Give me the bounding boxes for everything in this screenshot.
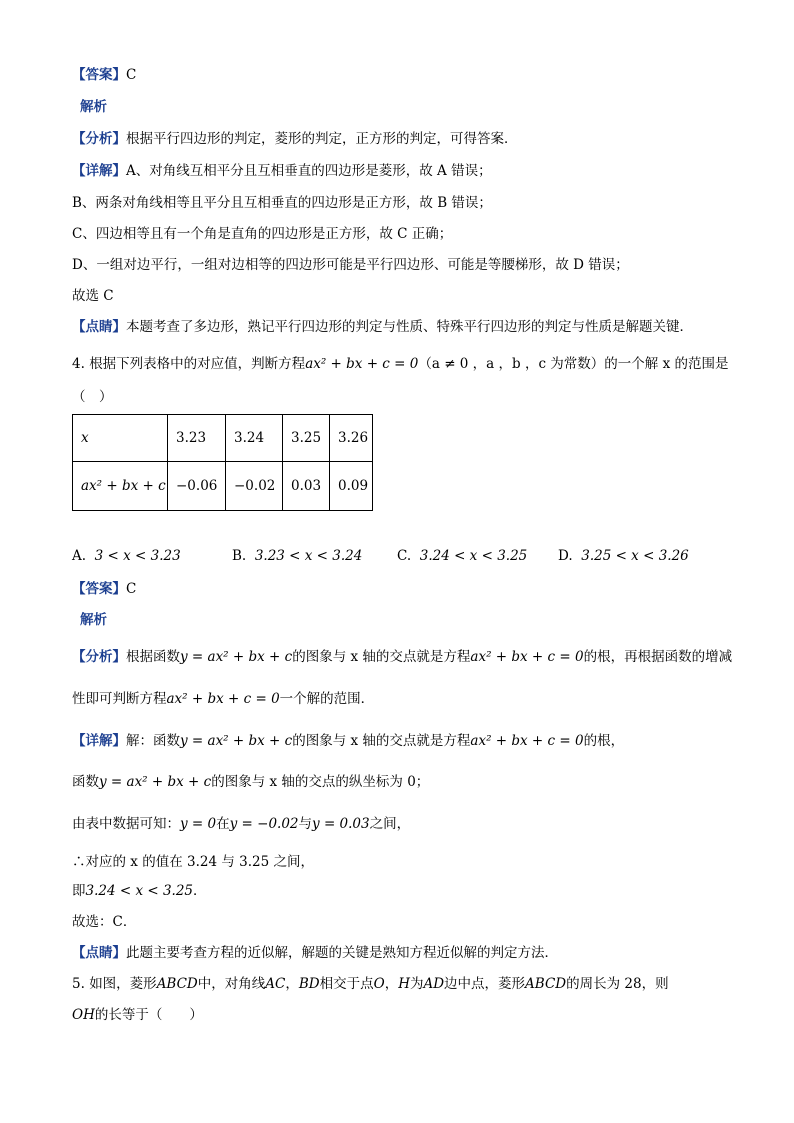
fenxi-eq-2: ax² + bx + c = 0 [470,649,584,665]
fenxi-tag: 【分析】 [72,649,126,665]
table-cell: 3.25 [283,415,330,462]
table-cell: 0.09 [330,462,373,511]
q4-stem-eq: ax² + bx + c = 0 [305,356,419,372]
q5-number: 5. [72,976,85,992]
q5-var: OH [72,1007,95,1023]
option-text: 3.23 < x < 3.24 [254,548,363,564]
q5-text: 如图，菱形 [89,976,157,992]
q5-text: 的长等于（ ） [94,1007,203,1023]
fenxi-line2-text-2: 一个解的范围． [279,691,375,707]
q5-text: 中，对角线 [197,976,266,992]
xiangjie-text-3: 的根， [583,733,625,749]
q3-line-c: C、四边相等且有一个角是直角的四边形是正方形，故 C 正确； [72,226,453,242]
option-text: 3.25 < x < 3.26 [581,548,689,564]
q5-var: BD [298,976,320,992]
table-cell: −0.06 [168,462,226,511]
q4-value-table [72,414,373,511]
option-label: C. [397,548,412,564]
answer-tag: 【答案】 [72,581,126,597]
analysis-title: 解析 [80,612,107,628]
option-label: B. [232,548,247,564]
q5-text: 为 [409,976,424,992]
xiangjie-eq-2: ax² + bx + c = 0 [470,733,584,749]
dianjing-text: 此题主要考查方程的近似解，解题的关键是熟知方程近似解的判定方法． [126,945,558,961]
q5-stem [72,975,669,993]
q5-var: ABCD [525,976,567,992]
q3-line-d: D、一组对边平行，一组对边相等的四边形可能是平行四边形、可能是等腰梯形，故 D 错误； [72,257,629,273]
option-d [558,548,689,564]
table-eq-1: y = 0 [180,816,217,832]
q3-answer-line [72,66,136,84]
table-row [73,462,373,511]
option-a [72,548,181,564]
function-text-2: 的图象与 x 轴的交点的纵坐标为 0； [211,774,430,790]
q3-choose: 故选 C [72,288,114,304]
q4-fenxi-line-2 [72,690,374,708]
fenxi-text-3: 的根，再根据函数的增减 [583,649,733,665]
q4-analysis-title [72,611,107,629]
q5-text: 的周长为 28，则 [566,976,669,992]
q4-stem [72,355,729,373]
q4-answer-line [72,580,136,598]
q5-text: 边中点，菱形 [444,976,526,992]
q4-stem-2: （a ≠ 0 ，a ，b ，c 为常数）的一个解 x 的范围是 [418,356,729,372]
xiangjie-a: A、对角线互相平分且互相垂直的四边形是菱形，故 A 错误； [126,163,492,179]
fenxi-text: 根据平行四边形的判定，菱形的判定，正方形的判定，可得答案． [126,131,518,147]
table-row [73,415,373,462]
analysis-title: 解析 [80,99,107,115]
q3-analysis-title [72,98,107,116]
q5-text: ， [285,976,299,992]
function-eq: y = ax² + bx + c [99,774,212,790]
fenxi-line2-eq: ax² + bx + c = 0 [166,691,280,707]
q5-var: AD [423,976,445,992]
ji-text-1: 即 [72,883,86,899]
q4-table-line [72,815,410,833]
ji-text-2: ． [193,883,207,899]
q5-line-2 [72,1006,203,1024]
table-eq-3: y = 0.03 [312,816,370,832]
q5-var: ABCD [156,976,198,992]
table-cell: x [73,415,168,462]
xiangjie-text-2: 的图象与 x 轴的交点就是方程 [292,733,471,749]
answer-value: C [126,581,137,597]
table-text-1: 由表中数据可知： [72,816,180,832]
dianjing-text: 本题考查了多边形，熟记平行四边形的判定与性质、特殊平行四边形的判定与性质是解题关键． [126,319,693,335]
answer-value: C [126,67,137,83]
q4-number: 4. [72,356,85,372]
option-text: 3.24 < x < 3.25 [419,548,528,564]
dianjing-tag: 【点睛】 [72,945,126,961]
xiangjie-tag: 【详解】 [72,733,126,749]
fenxi-tag: 【分析】 [72,131,126,147]
xiangjie-eq-1: y = ax² + bx + c [180,733,293,749]
q4-dianjing-line [72,944,558,962]
table-cell: 3.23 [168,415,226,462]
q5-var: AC [265,976,286,992]
table-text-2: 在 [216,816,230,832]
fenxi-line2-text-1: 性即可判断方程 [72,691,167,707]
table-cell: −0.02 [226,462,283,511]
q4-paren: （ ） [72,389,113,405]
table-cell: ax² + bx + c [73,462,168,511]
table-text-3: 与 [298,816,313,832]
table-eq-2: y = −0.02 [229,816,299,832]
answer-tag: 【答案】 [72,67,126,83]
q5-text: 相交于点 [319,976,374,992]
q3-dianjing-line [72,318,693,336]
fenxi-eq-1: y = ax² + bx + c [180,649,293,665]
q5-var: O [373,976,385,992]
fenxi-text-1: 根据函数 [126,649,180,665]
q4-choose: 故选：C． [72,914,137,930]
option-b [232,548,362,564]
q4-ji-line [72,882,207,900]
option-c [397,548,527,564]
q3-xiangjie-line [72,162,492,180]
q4-xiangjie-line [72,732,624,750]
q4-stem-1: 根据下列表格中的对应值，判断方程 [89,356,306,372]
xiangjie-text-1: 解：函数 [126,733,180,749]
xiangjie-tag: 【详解】 [72,163,126,179]
table-text-4: 之间， [369,816,411,832]
q5-var: H [398,976,410,992]
q4-therefore-line: ∴对应的 x 的值在 3.24 与 3.25 之间， [72,854,314,870]
dianjing-tag: 【点睛】 [72,319,126,335]
table-cell: 3.24 [226,415,283,462]
fenxi-text-2: 的图象与 x 轴的交点就是方程 [292,649,471,665]
option-label: D. [558,548,573,564]
q4-function-line [72,773,429,791]
q3-fenxi-line [72,130,518,148]
option-text: 3 < x < 3.23 [94,548,181,564]
q3-line-b: B、两条对角线相等且平分且互相垂直的四边形是正方形，故 B 错误； [72,195,492,211]
function-text-1: 函数 [72,774,99,790]
table-cell: 3.26 [330,415,373,462]
ji-eq: 3.24 < x < 3.25 [85,883,194,899]
q4-fenxi-line [72,648,732,666]
table-cell: 0.03 [283,462,330,511]
q5-text: ， [384,976,399,992]
option-label: A. [72,548,87,564]
